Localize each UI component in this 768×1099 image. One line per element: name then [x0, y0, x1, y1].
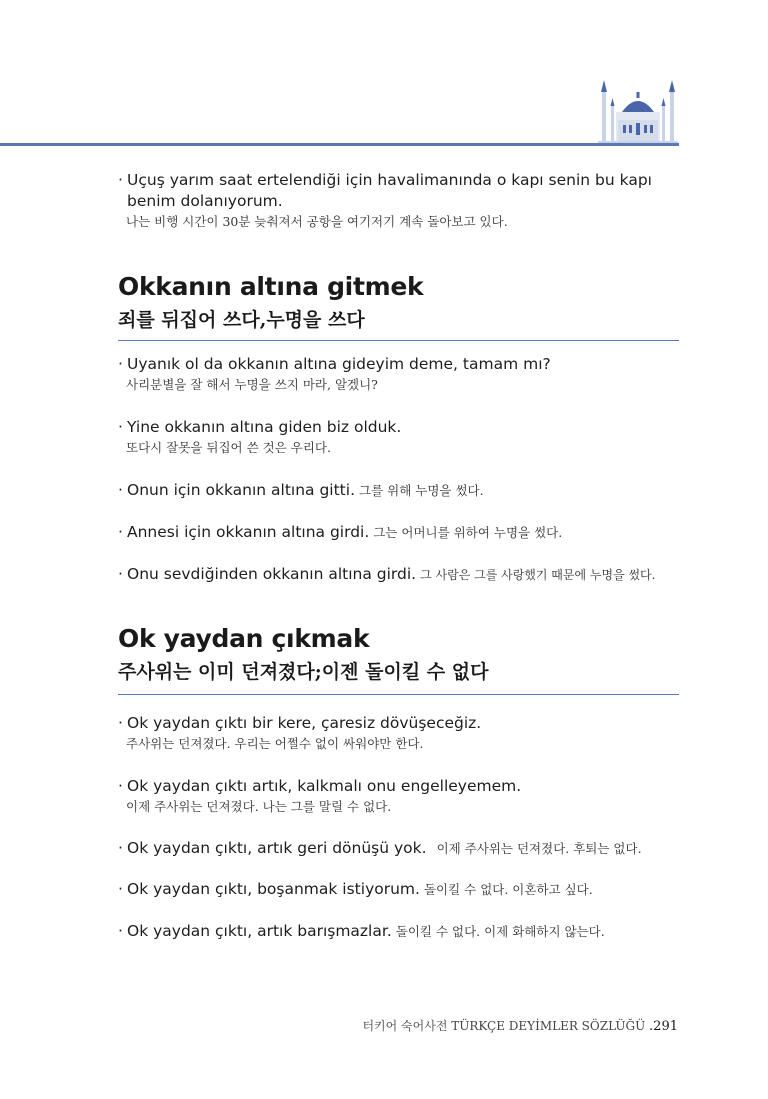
section2-example-2: · Ok yaydan çıktı artık, kalkmalı onu engelleyemem. 이제 주사위는 던져졌다. 나는 그를 말릴 수 없다. — [118, 776, 688, 817]
section1-example-1: · Uyanık ol da okkanın altına gideyim deme, tamam mı? 사리분별을 잘 해서 누명을 쓰지 마라, 알겠니? — [118, 354, 688, 395]
section1-rule — [118, 340, 679, 341]
page-number: .291 — [649, 1019, 678, 1034]
example-tr-text: Ok yaydan çıktı bir kere, çaresiz dövüşeceğiz. — [127, 714, 482, 732]
example-tr-text: Ok yaydan çıktı, artık geri dönüşü yok. — [127, 839, 427, 857]
example-tr-text: Annesi için okkanın altına girdi. — [127, 523, 370, 541]
section2-example-4: · Ok yaydan çıktı, boşanmak istiyorum. 돌이킬 수 없다. 이혼하고 싶다. — [118, 880, 593, 898]
section1-title-tr: Okkanın altına gitmek — [118, 272, 424, 301]
section1-title-ko: 죄를 뒤집어 쓰다,누명을 쓰다 — [118, 309, 365, 331]
example-ko-text: 돌이킬 수 없다. 이제 화해하지 않는다. — [395, 924, 605, 939]
example-tr-text: Ok yaydan çıktı, boşanmak istiyorum. — [127, 880, 420, 898]
section2-title-ko: 주사위는 이미 던져졌다;이젠 돌이킬 수 없다 — [118, 661, 489, 683]
example-tr-text: Uçuş yarım saat ertelendiği için havalimanında o kapı senin bu kapı benim dolanıyorum. — [127, 171, 652, 210]
section1-example-4: · Annesi için okkanın altına girdi. 그는 어머니를 위하여 누명을 썼다. — [118, 523, 563, 541]
example-ko-text: 나는 비행 시간이 30분 늦춰져서 공항을 여기저기 계속 돌아보고 있다. — [126, 214, 508, 229]
section1-example-5: · Onu sevdiğinden okkanın altına girdi. 그 사람은 그를 사랑했기 때문에 누명을 썼다. — [118, 565, 656, 583]
example-top: · Uçuş yarım saat ertelendiği için havalimanında o kapı senin bu kapı benim dolanıyorum. 나는 비행 시간이 30분 늦춰져서 공항을 여기저기 계속 돌아보고 있다. — [118, 170, 688, 232]
example-ko-text: 이제 주사위는 던져졌다. 나는 그를 말릴 수 없다. — [126, 799, 392, 814]
example-tr-text: Onu sevdiğinden okkanın altına girdi. — [127, 565, 417, 583]
example-ko-text: 이제 주사위는 던져졌다. 후퇴는 없다. — [436, 841, 642, 856]
example-tr-text: Ok yaydan çıktı, artık barışmazlar. — [127, 922, 392, 940]
section1-example-2: · Yine okkanın altına giden biz olduk. 또다시 잘못을 뒤집어 쓴 것은 우리다. — [118, 417, 688, 458]
example-ko-text: 그는 어머니를 위하여 누명을 썼다. — [373, 525, 563, 540]
section2-example-1: · Ok yaydan çıktı bir kere, çaresiz dövüşeceğiz. 주사위는 던져졌다. 우리는 어쩔수 없이 싸워야만 한다. — [118, 713, 688, 754]
example-tr-text: Ok yaydan çıktı artık, kalkmalı onu engelleyemem. — [127, 777, 522, 795]
example-tr-text: Uyanık ol da okkanın altına gideyim deme, tamam mı? — [127, 355, 551, 373]
example-tr-text: Yine okkanın altına giden biz olduk. — [127, 418, 402, 436]
example-tr-text: Onun için okkanın altına gitti. — [127, 481, 355, 499]
section2-example-3: · Ok yaydan çıktı, artık geri dönüşü yok. 이제 주사위는 던져졌다. 후퇴는 없다. — [118, 839, 642, 857]
footer-book-title: 터키어 숙어사전 TÜRKÇE DEYİMLER SÖZLÜĞÜ — [362, 1019, 646, 1033]
header-rule — [0, 143, 679, 146]
section2-title-tr: Ok yaydan çıkmak — [118, 624, 370, 653]
section2-example-5: · Ok yaydan çıktı, artık barışmazlar. 돌이킬 수 없다. 이제 화해하지 않는다. — [118, 922, 605, 940]
mosque-icon — [596, 78, 680, 144]
section2-rule — [118, 694, 679, 695]
page-footer — [362, 1017, 678, 1034]
example-ko-text: 돌이킬 수 없다. 이혼하고 싶다. — [423, 882, 593, 897]
example-ko-text: 그 사람은 그를 사랑했기 때문에 누명을 썼다. — [420, 568, 656, 582]
example-ko-text: 주사위는 던져졌다. 우리는 어쩔수 없이 싸워야만 한다. — [126, 736, 424, 751]
example-ko-text: 그를 위해 누명을 썼다. — [359, 483, 484, 498]
example-ko-text: 또다시 잘못을 뒤집어 쓴 것은 우리다. — [126, 440, 331, 455]
example-ko-text: 사리분별을 잘 해서 누명을 쓰지 마라, 알겠니? — [126, 377, 378, 392]
section1-example-3: · Onun için okkanın altına gitti. 그를 위해 누명을 썼다. — [118, 481, 484, 499]
